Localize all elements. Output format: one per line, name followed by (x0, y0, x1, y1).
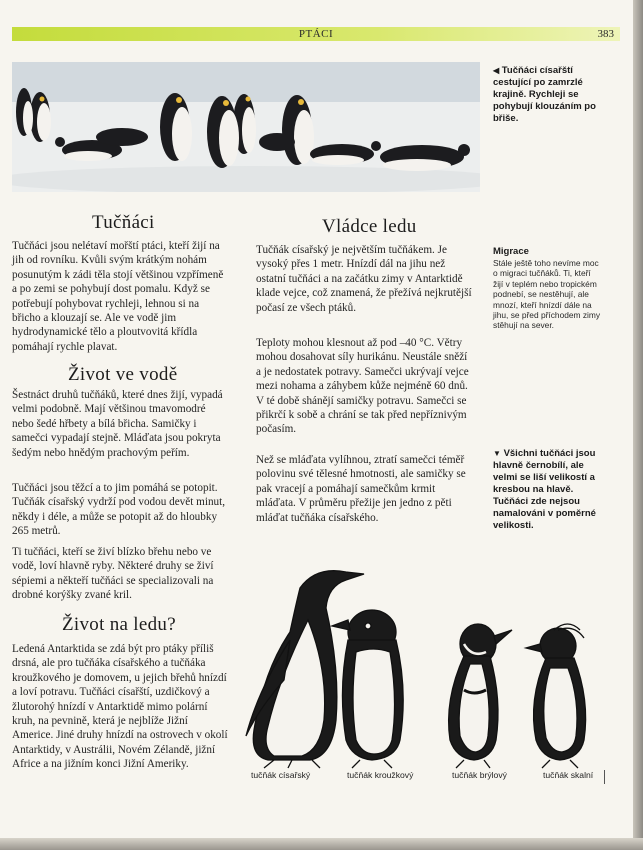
paragraph-water-2: Tučňáci jsou těžcí a to jim pomáhá se potopit. Tučňák císařský vydrží pod vodou devět minut, někdy i déle, a může se potopit až do hloubky 265 metrů. (12, 482, 226, 538)
heading-life-on-ice: Život na ledu? (62, 614, 176, 635)
sidebar-migration-text: Stále ještě toho nevíme moc o migraci tučňáků. Ti, kteří žijí v teplém nebo tropickém podnebí, se nestěhují, ale mnozí, kteří hnízdí dále na jihu, se před příchodem zimy stěhují na sever. (493, 258, 601, 331)
african-penguin-drawing (449, 624, 512, 768)
illustration-caption-text: Všichni tučňáci jsou hlavně černobílí, ale velmi se liší velikostí a kresbou na hlavě. Tučňáci zde nejsou namalováni v poměrné velikosti. (493, 448, 596, 531)
penguin-illustrations (228, 560, 608, 770)
label-emperor-penguin: tučňák císařský (251, 770, 311, 780)
rockhopper-penguin-drawing (526, 624, 586, 768)
section-title: PTÁCI (298, 28, 334, 40)
photo-caption-text: Tučňáci císařští cestující po zamrzlé krajině. Rychleji se pohybují klouzáním po břiše. (493, 65, 596, 124)
triangle-down-icon: ▼ (493, 449, 501, 458)
paragraph-penguins: Tučňáci jsou nelétaví mořští ptáci, kteří žijí na jih od rovníku. Kvůli svým krátkým nohám posunutým k zádi těla stojí většinou vzpřímeně a po zemi se pohybují dost pomalu. Když se potřebují pohybovat rychleji, lehnou si na břicho a klouzají se. Ale ve vodě jim hydrodynamické tělo a ploutvovitá křídla pomáhají rychle plavat. (12, 240, 224, 353)
heading-life-in-water: Život ve vodě (68, 364, 178, 385)
paragraph-water-3: Ti tučňáci, kteří se živí blízko břehu nebo ve vodě, loví hlavně ryby. Některé druhy se živí sépiemi a někteří tučňáci se specializovali na drobné korýšky zvané kril. (12, 546, 214, 602)
heading-penguins: Tučňáci (92, 212, 155, 233)
paragraph-ice: Ledená Antarktida se zdá být pro ptáky příliš drsná, ale pro tučňáka císařského a tučňáka kroužkového je domovem, u jejich břehů hnízdí a loví potravu. Tučňáci císařští, uzdičkový a žlutorohý hnízdí v Antarktidě mimo polární kruh, na pevnině, která je nejblíže Jižní Americe. Jiné druhy hnízdí na ostrovech v okolí Antarktidy, v Austrálii, Novém Zélandě, jižní Africe a na jižním konci Jižní Ameriky. (12, 643, 228, 771)
paragraph-ruler-3: Než se mláďata vylíhnou, ztratí samečci téměř polovinu své tělesné hmotnosti, ale samičky se pak vracejí a pomáhají samečkům krmit mláďata. V průměru přežije jen jedno z pěti mláďat tučňáka císařského. (256, 454, 466, 524)
page-edge (633, 0, 643, 850)
label-adelie-penguin: tučňák kroužkový (347, 770, 414, 780)
penguin-photo-drawing (12, 62, 480, 192)
paragraph-water-1: Šestnáct druhů tučňáků, které dnes žijí, vypadá velmi podobně. Mají většinou tmavomodré nebo šedé hřbety a bílá břicha. Samičky i samečci vypadají stejně. Mláďata jsou pokryta šedým nebo hnědým prachovým peřím. (12, 389, 223, 459)
paragraph-ruler-1: Tučňák císařský je největším tučňákem. Je vysoký přes 1 metr. Hnízdí dál na jihu než ostatní tučňáci a na začátku zimy v Antarktidě klade vejce, což znamená, že přežívá nejkrutější počasí ze všech ptáků. (256, 244, 472, 314)
label-rockhopper-penguin: tučňák skalní (543, 770, 594, 780)
photo-caption (493, 65, 603, 125)
page-number: 383 (597, 28, 614, 40)
page-edge-bottom (0, 838, 643, 850)
penguin-photo (12, 62, 480, 192)
sidebar-migration-title: Migrace (493, 246, 529, 257)
adelie-penguin-drawing (332, 610, 403, 768)
running-header (12, 27, 620, 41)
heading-ruler-of-ice: Vládce ledu (322, 216, 417, 237)
illustration-caption (493, 448, 603, 532)
paragraph-ruler-2: Teploty mohou klesnout až pod –40 °C. Větry mohou dosahovat síly hurikánu. Neustále sněží a je nedostatek potravy. Samečci ukrývají vejce mezi nohama a záhybem kůže nejméně 60 dnů. V té době shánějí samičky potravu. Samečci se přikrčí k sobě a chrání se tak před nepříznivým počasím. (256, 337, 469, 436)
label-african-penguin: tučňák brýlový (452, 770, 507, 780)
divider (604, 770, 605, 784)
triangle-left-icon: ◀ (493, 66, 500, 75)
